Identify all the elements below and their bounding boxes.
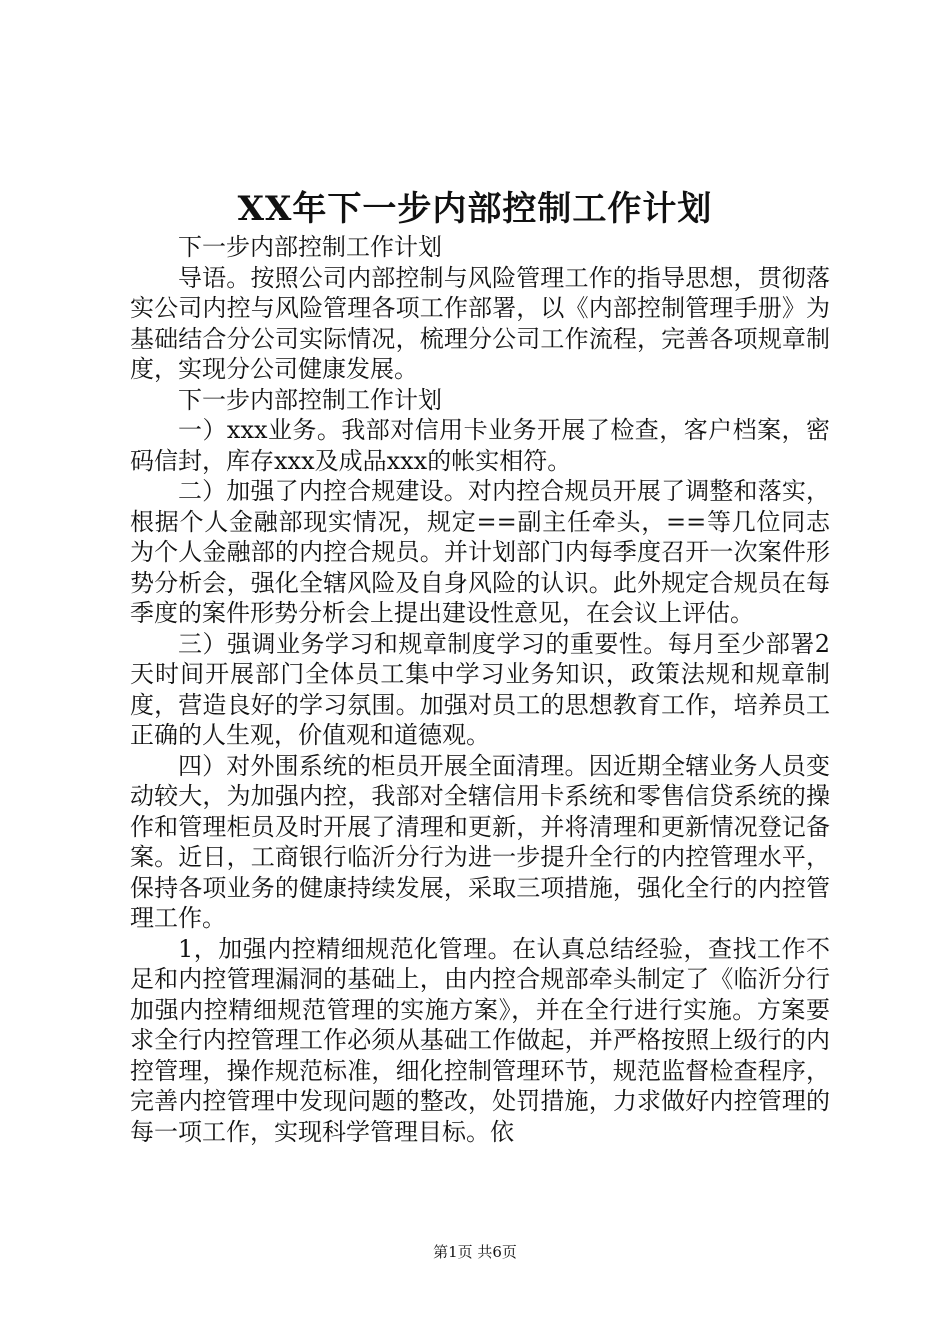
page-number-footer: 第1页 共6页: [433, 1243, 517, 1261]
item-paragraph: 四）对外围系统的柜员开展全面清理。因近期全辖业务人员变动较大，为加强内控，我部对全辖信用卡系统和零售信贷系统的操作和管理柜员及时开展了清理和更新，并将清理和更新情况登记备案。近日，工商银行临沂分行为进一步提升全行的内控管理水平，保持各项业务的健康持续发展，采取三项措施，强化全行的内控管理工作。: [130, 751, 830, 932]
item-paragraph: 一）xxx业务。我部对信用卡业务开展了检查，客户档案，密码信封，库存xxx及成品xxx的帐实相符。: [130, 416, 830, 475]
item-paragraph: 三）强调业务学习和规章制度学习的重要性。每月至少部署2天时间开展部门全体员工集中学习业务知识，政策法规和规章制度，营造良好的学习氛围。加强对员工的思想教育工作，培养员工正确的人生观，价值观和道德观。: [130, 629, 830, 749]
document-body: [130, 232, 830, 1147]
item-paragraph: 1，加强内控精细规范化管理。在认真总结经验，查找工作不足和内控管理漏洞的基础上，由内控合规部牵头制定了《临沂分行加强内控精细规范管理的实施方案》，并在全行进行实施。方案要求全行内控管理工作必须从基础工作做起，并严格按照上级行的内控管理，操作规范标准，细化控制管理环节，规范监督检查程序，完善内控管理中发现问题的整改，处罚措施，力求做好内控管理的每一项工作，实现科学管理目标。依: [130, 934, 830, 1146]
intro-paragraph: 导语。按照公司内部控制与风险管理工作的指导思想，贯彻落实公司内控与风险管理各项工作部署，以《内部控制管理手册》为基础结合分公司实际情况，梳理分公司工作流程，完善各项规章制度，实现分公司健康发展。: [130, 263, 830, 383]
section-heading: 下一步内部控制工作计划: [178, 233, 442, 261]
section-heading: 下一步内部控制工作计划: [178, 385, 442, 414]
document-title: XX年下一步内部控制工作计划: [237, 189, 713, 229]
item-paragraph: 二）加强了内控合规建设。对内控合规员开展了调整和落实，根据个人金融部现实情况，规定==副主任牵头，==等几位同志为个人金融部的内控合规员。并计划部门内每季度召开一次案件形势分析会，强化全辖风险及自身风险的认识。此外规定合规员在每季度的案件形势分析会上提出建设性意见，在会议上评估。: [130, 477, 830, 627]
